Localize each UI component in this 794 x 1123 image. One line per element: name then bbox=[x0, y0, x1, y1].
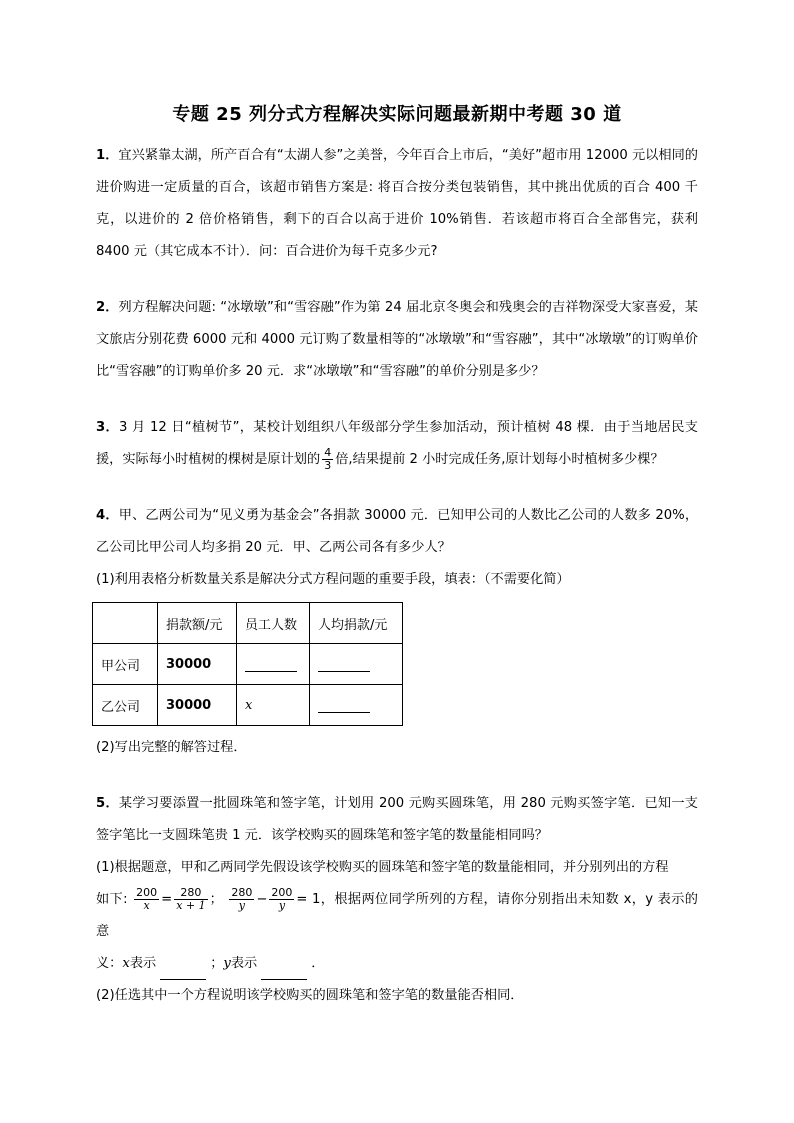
question-number: 1． bbox=[96, 148, 119, 163]
fraction-denominator: x bbox=[143, 898, 150, 912]
question-number: 4． bbox=[96, 508, 119, 523]
fraction-numerator: 280 bbox=[231, 885, 253, 899]
meaning-lead: 义： bbox=[96, 956, 123, 971]
question-4 bbox=[96, 500, 698, 564]
question-4-part-2: (2)写出完整的解答过程． bbox=[96, 740, 247, 755]
table-header-cell bbox=[93, 603, 158, 644]
table-row bbox=[93, 685, 403, 726]
table-header-cell: 人均捐款/元 bbox=[310, 603, 403, 644]
question-text: 列方程解决问题: “冰墩墩”和“雪容融”作为第 24 届北京冬奥会和残奥会的吉祥物深受大家喜爱，某文旅店分别花费 6000 元和 4000 元订购了数量相等的“冰墩墩”和“雪容融”，其中“冰墩墩”的订购单价比“雪容融”的订购单价多 20 元．求“冰墩墩”和“雪容融”的单价分别是多少？ bbox=[96, 300, 698, 379]
equation-rhs: = 1 bbox=[296, 892, 321, 907]
blank-cell[interactable] bbox=[310, 685, 403, 726]
variable-x: x bbox=[122, 956, 130, 971]
period: ． bbox=[311, 956, 325, 971]
question-number: 3． bbox=[96, 420, 120, 435]
blank-cell[interactable] bbox=[237, 644, 310, 685]
question-2 bbox=[96, 292, 698, 388]
donation-amount: 30000 bbox=[158, 685, 237, 726]
fraction-numerator: 280 bbox=[174, 887, 207, 900]
meaning-line bbox=[96, 948, 698, 980]
table-header-row bbox=[93, 603, 403, 644]
table-row bbox=[93, 644, 403, 685]
fraction-numerator: 200 bbox=[136, 885, 158, 899]
x-label: 表示 bbox=[129, 956, 157, 971]
answer-blank-x[interactable] bbox=[160, 965, 206, 980]
question-number: 5． bbox=[96, 796, 119, 811]
equation-prefix: 如下: bbox=[96, 892, 128, 907]
answer-blank[interactable] bbox=[318, 657, 370, 672]
fraction bbox=[269, 887, 294, 912]
fraction-denominator: y bbox=[238, 898, 245, 912]
fraction-denominator: x + 1 bbox=[176, 898, 206, 912]
donation-amount: 30000 bbox=[158, 644, 237, 685]
fraction-numerator: 4 bbox=[324, 445, 332, 459]
fraction bbox=[174, 887, 207, 912]
document-page bbox=[96, 100, 698, 1012]
question-number: 2． bbox=[96, 300, 119, 315]
question-3 bbox=[96, 412, 698, 476]
answer-blank[interactable] bbox=[245, 657, 297, 672]
equation-suffix: ，根据两位同学所列的方程，请你分别指出未知数 x，y 表示的意 bbox=[96, 892, 698, 939]
question-text: 某学习要添置一批圆珠笔和签字笔，计划用 200 元购买圆珠笔，用 280 元购买签字笔．已知一支签字笔比一支圆珠笔贵 1 元．该学校购买的圆珠笔和签字笔的数量能相同吗？ bbox=[96, 796, 698, 843]
fraction-numerator: 200 bbox=[271, 885, 293, 899]
fraction bbox=[134, 887, 159, 912]
answer-blank[interactable] bbox=[318, 698, 370, 713]
fraction bbox=[229, 887, 254, 912]
page-title: 专题 25 列分式方程解决实际问题最新期中考题 30 道 bbox=[172, 104, 622, 125]
question-5-part-2: (2)任选其中一个方程说明该学校购买的圆珠笔和签字笔的数量能否相同． bbox=[96, 988, 524, 1003]
table-header-cell: 捐款额/元 bbox=[158, 603, 237, 644]
fill-in-table bbox=[92, 602, 403, 726]
question-text-part-a: 3 月 12 日“植树节”，某校计划组织八年级部分学生参加活动，预计植树 48 棵．由于当地居民支援，实际每小时植树的棵树是原计划的 bbox=[96, 420, 698, 467]
fraction-denominator: y bbox=[278, 898, 286, 912]
question-5-part-1: (1)根据题意，甲和乙两同学先假设该学校购买的圆珠笔和签字笔的数量能相同，并分别列出的方程 bbox=[96, 860, 669, 875]
variable-y: y bbox=[223, 956, 231, 971]
fraction-four-thirds bbox=[322, 447, 333, 472]
question-4-part-1: (1)利用表格分析数量关系是解决分式方程问题的重要手段，填表：（不需要化简） bbox=[96, 572, 570, 587]
blank-cell[interactable] bbox=[310, 644, 403, 685]
people-count: x bbox=[237, 685, 310, 726]
question-1 bbox=[96, 140, 698, 268]
equation-line bbox=[96, 884, 698, 948]
question-text: 甲、乙两公司为“见义勇为基金会”各捐款 30000 元．已知甲公司的人数比乙公司的人数多 20%，乙公司比甲公司人均多捐 20 元．甲、乙两公司各有多少人？ bbox=[96, 508, 698, 555]
row-label: 甲公司 bbox=[93, 644, 158, 685]
question-5 bbox=[96, 788, 698, 852]
question-text-part-b: 倍,结果提前 2 小时完成任务,原计划每小时植树多少棵？ bbox=[335, 452, 664, 467]
minus-sign: − bbox=[256, 892, 268, 907]
question-text: 宜兴紧靠太湖，所产百合有“太湖人参”之美誉，今年百合上市后，“美好”超市用 12000 元以相同的进价购进一定质量的百合，该超市销售方案是: 将百合按分类包装销售，其中挑出优质的百合 400 千克，以进价的 2 倍价格销售，剩下的百合以高于进价 10%销售．若该超市将百合全部售完，获利 8400 元（其它成本不计）．问：百合进价为每千克多少元? bbox=[96, 148, 698, 259]
equals-sign: = bbox=[161, 892, 173, 907]
fraction-denominator: 3 bbox=[324, 458, 332, 472]
table-header-cell: 员工人数 bbox=[237, 603, 310, 644]
separator: ； bbox=[210, 956, 224, 971]
answer-blank-y[interactable] bbox=[261, 965, 307, 980]
row-label: 乙公司 bbox=[93, 685, 158, 726]
y-label: 表示 bbox=[230, 956, 258, 971]
separator: ； bbox=[209, 892, 223, 907]
